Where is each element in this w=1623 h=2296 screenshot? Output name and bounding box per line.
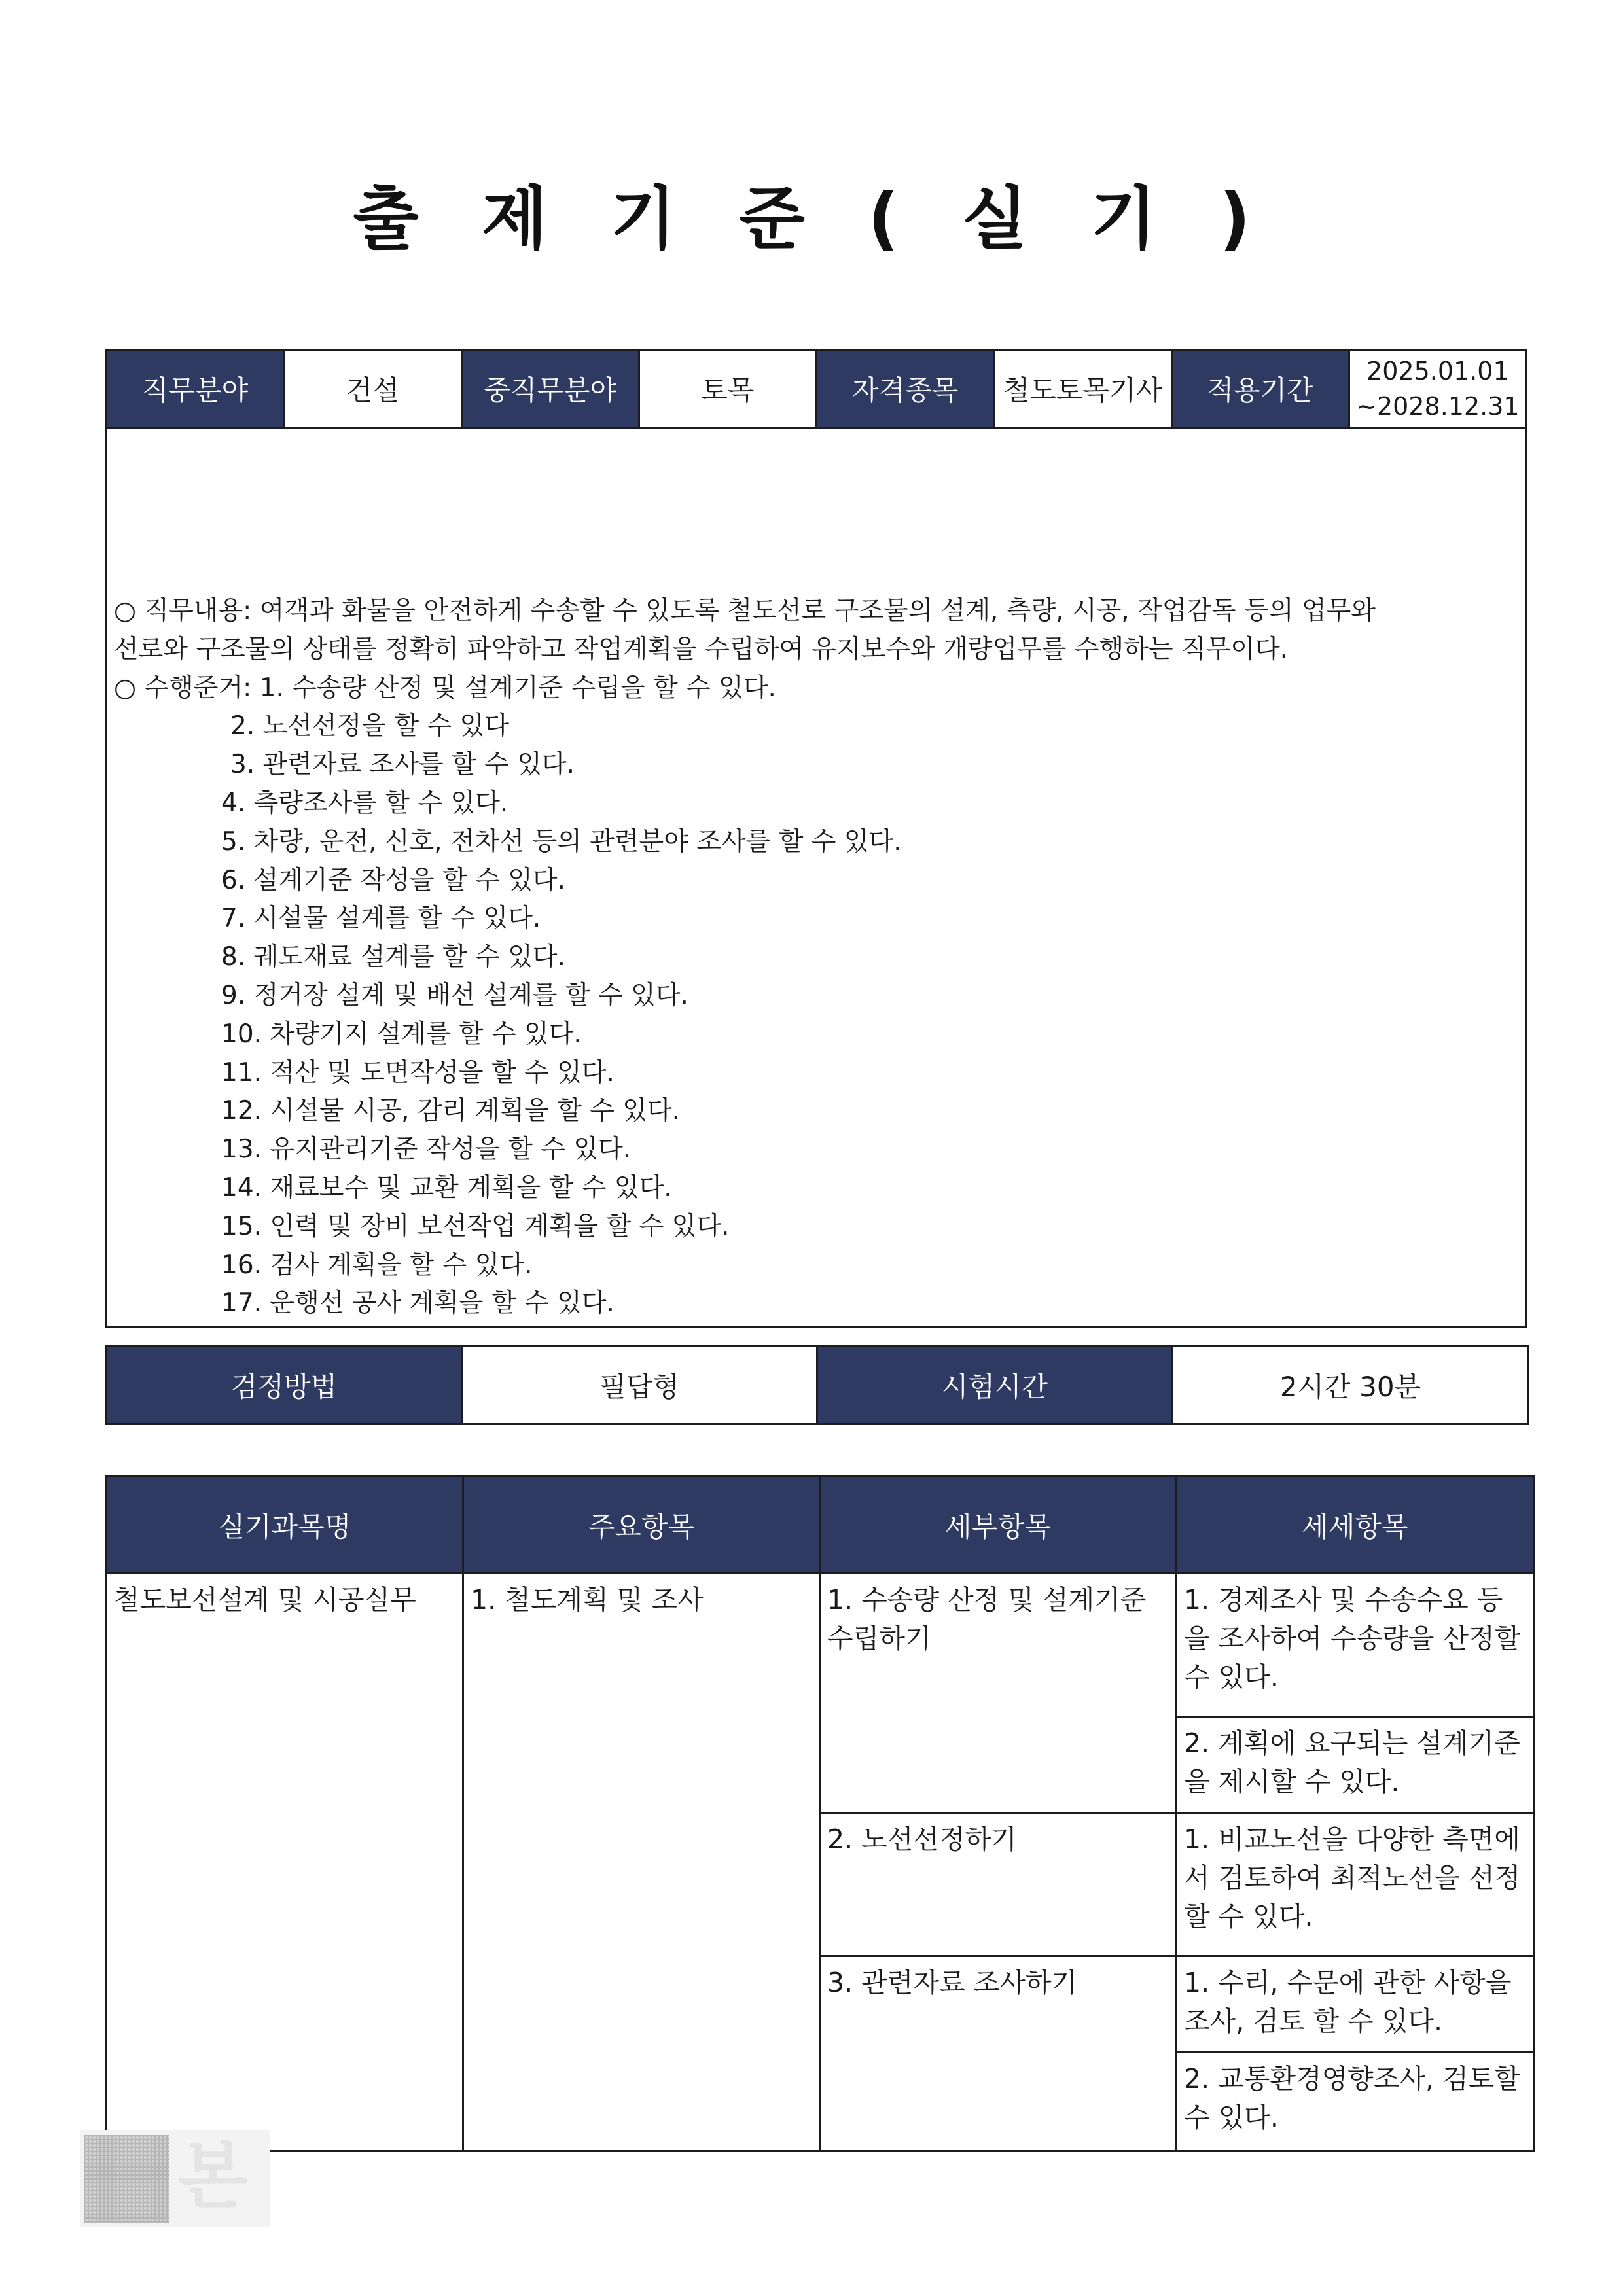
exam-method-value: 필답형	[462, 1347, 817, 1424]
detail-item: 1. 비교노선을 다양한 측면에서 검토하여 최적노선을 선정할 수 있다.	[1177, 1813, 1534, 1956]
period-label: 적용기간	[1171, 350, 1349, 428]
period-value	[1349, 350, 1526, 428]
header-main-item: 주요항목	[463, 1477, 820, 1574]
job-info-table	[105, 349, 1527, 1328]
criteria-item: 2. 노선선정을 할 수 있다	[230, 711, 509, 741]
criteria-item: 14. 재료보수 및 교환 계획을 할 수 있다.	[221, 1173, 672, 1203]
criteria-first-line: ○ 수행준거: 1. 수송량 산정 및 설계기준 수립을 할 수 있다.	[114, 673, 776, 703]
criteria-item: 7. 시설물 설계를 할 수 있다.	[221, 904, 541, 934]
period-end: ~2028.12.31	[1356, 392, 1520, 421]
detail-item: 2. 교통환경영향조사, 검토할 수 있다.	[1177, 2053, 1534, 2151]
sub-field-value: 토목	[639, 350, 816, 428]
detail-item: 1. 수리, 수문에 관한 사항을 조사, 검토 할 수 있다.	[1177, 1956, 1534, 2053]
sub-field-label: 중직무분야	[461, 350, 639, 428]
exam-method-table	[105, 1345, 1529, 1425]
sub-item: 3. 관련자료 조사하기	[820, 1956, 1177, 2151]
logo-pattern	[84, 2135, 169, 2223]
criteria-item: 3. 관련자료 조사를 할 수 있다.	[230, 750, 575, 780]
criteria-item: 16. 검사 계획을 할 수 있다.	[221, 1250, 533, 1280]
criteria-item: 11. 적산 및 도면작성을 할 수 있다.	[221, 1057, 615, 1087]
exam-items-table	[105, 1475, 1535, 2152]
criteria-item: 13. 유지관리기준 작성을 할 수 있다.	[221, 1135, 632, 1165]
criteria-item: 12. 시설물 시공, 감리 계획을 할 수 있다.	[221, 1096, 681, 1126]
criteria-item: 9. 정거장 설계 및 배선 설계를 할 수 있다.	[221, 980, 688, 1010]
header-detail-item: 세세항목	[1177, 1477, 1534, 1574]
duty-description-line-1: ○ 직무내용: 여객과 화물을 안전하게 수송할 수 있도록 철도선로 구조물의 설계, 측량, 시공, 작업감독 등의 업무와	[114, 596, 1376, 626]
main-item: 1. 철도계획 및 조사	[463, 1574, 820, 2151]
page-title: 출 제 기 준 ( 실 기 )	[353, 179, 1270, 258]
job-field-value: 건설	[284, 350, 461, 428]
criteria-item: 8. 궤도재료 설계를 할 수 있다.	[221, 942, 566, 972]
criteria-item: 15. 인력 및 장비 보선작업 계획을 할 수 있다.	[221, 1211, 730, 1241]
criteria-item: 5. 차량, 운전, 신호, 전차선 등의 관련분야 조사를 할 수 있다.	[221, 826, 902, 857]
job-description-cell	[107, 428, 1527, 1328]
period-start: 2025.01.01	[1366, 357, 1509, 385]
criteria-item: 6. 설계기준 작성을 할 수 있다.	[221, 865, 566, 895]
sub-item: 2. 노선선정하기	[820, 1813, 1177, 1956]
criteria-item: 17. 운행선 공사 계획을 할 수 있다.	[221, 1288, 615, 1318]
header-sub-item: 세부항목	[820, 1477, 1177, 1574]
criteria-item: 4. 측량조사를 할 수 있다.	[221, 788, 508, 818]
certification-value: 철도토목기사	[994, 350, 1171, 428]
subject-name: 철도보선설계 및 시공실무	[107, 1574, 463, 2151]
exam-time-value: 2시간 30분	[1173, 1347, 1529, 1424]
criteria-item: 10. 차량기지 설계를 할 수 있다.	[221, 1019, 582, 1049]
job-field-label: 직무분야	[107, 350, 284, 428]
sub-item: 1. 수송량 산정 및 설계기준 수립하기	[820, 1574, 1177, 1813]
exam-method-label: 검정방법	[107, 1347, 462, 1424]
certification-label: 자격종목	[817, 350, 994, 428]
exam-time-label: 시험시간	[817, 1347, 1173, 1424]
detail-item: 1. 경제조사 및 수송수요 등을 조사하여 수송량을 산정할 수 있다.	[1177, 1574, 1534, 1717]
logo-text: 본	[178, 2134, 248, 2218]
duty-description-line-2: 선로와 구조물의 상태를 정확히 파악하고 작업계획을 수립하여 유지보수와 개량업무를 수행하는 직무이다.	[114, 634, 1289, 664]
header-subject: 실기과목명	[107, 1477, 463, 1574]
detail-item: 2. 계획에 요구되는 설계기준을 제시할 수 있다.	[1177, 1717, 1534, 1813]
watermark-logo	[80, 2130, 270, 2227]
